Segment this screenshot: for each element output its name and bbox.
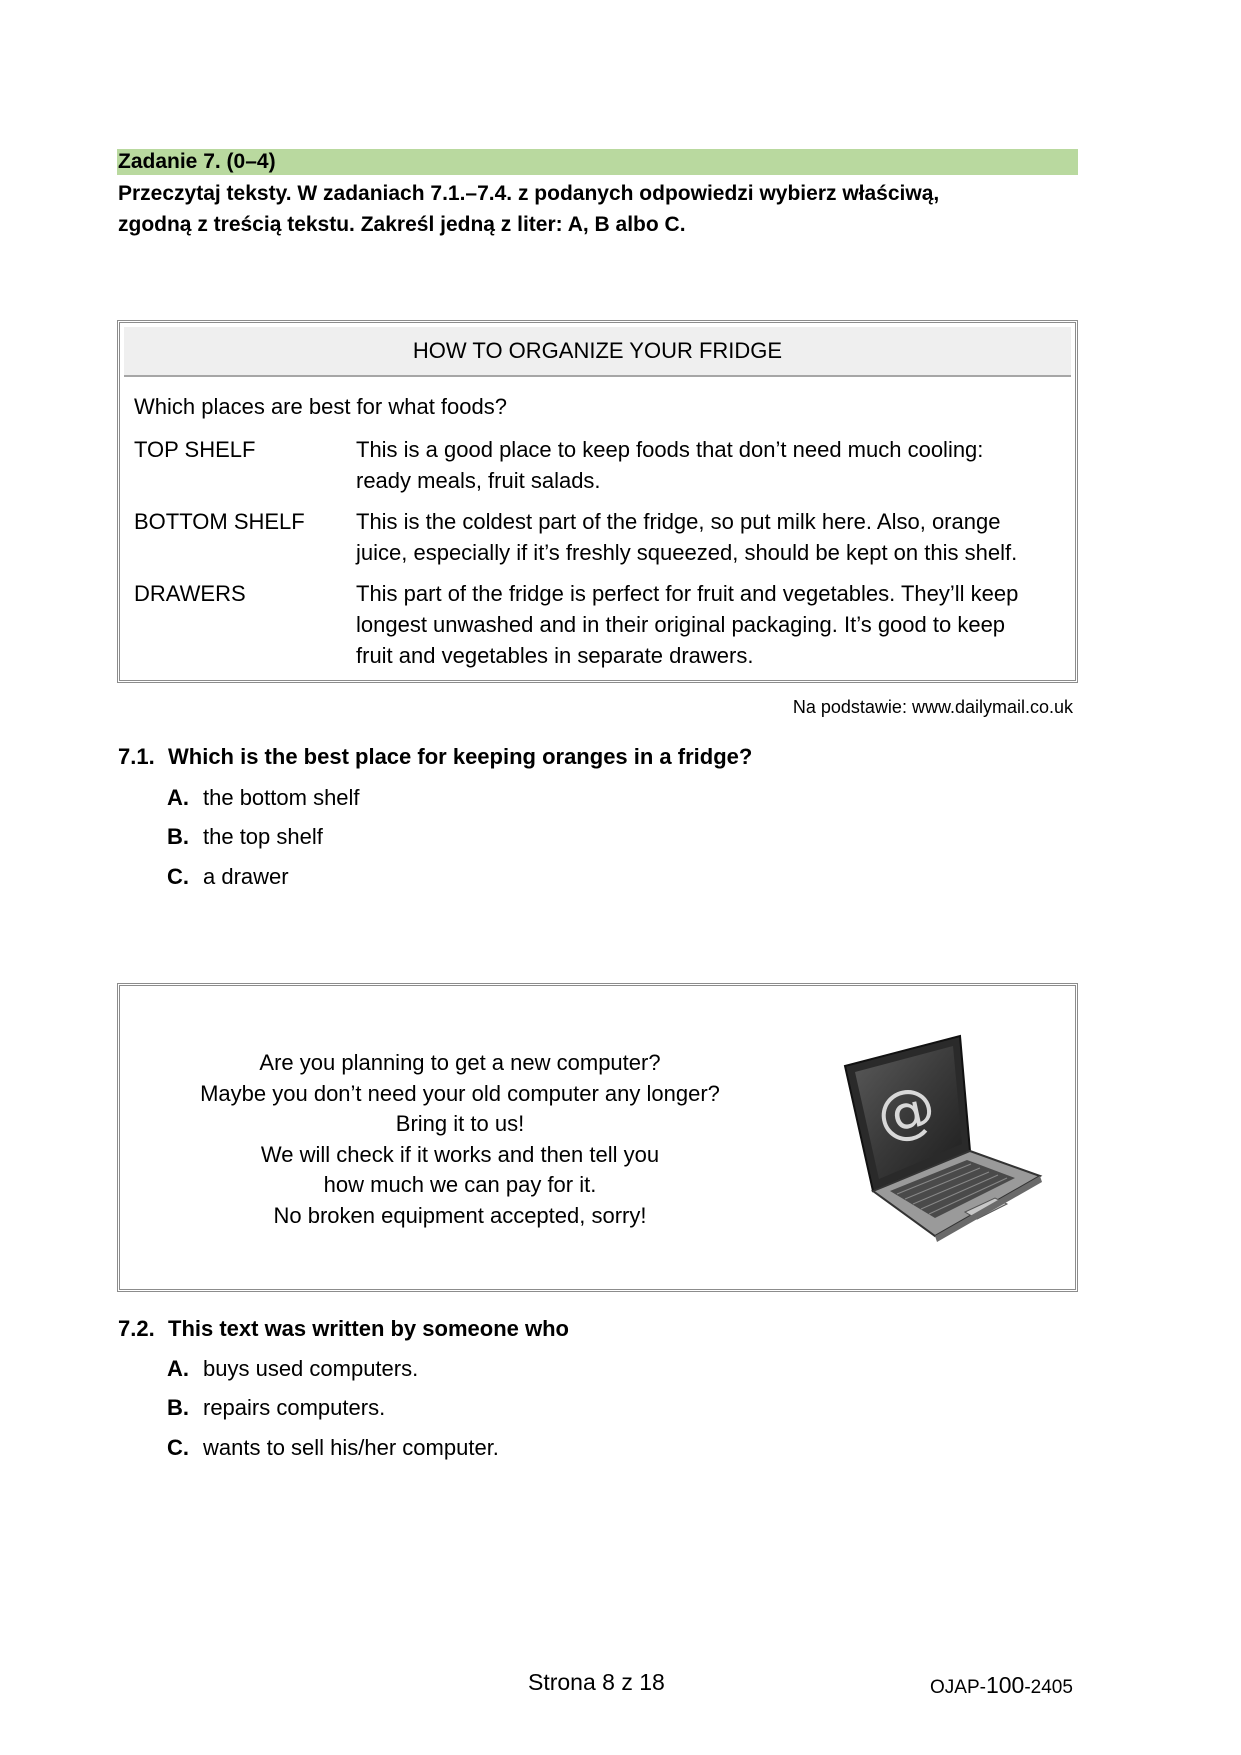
answer-option[interactable]: [167, 864, 289, 890]
option-letter: B.: [167, 1395, 189, 1420]
row-line: ready meals, fruit salads.: [356, 468, 601, 493]
fridge-row-drawers: [134, 578, 1065, 671]
option-text: the top shelf: [203, 824, 323, 849]
page-number: Strona 8 z 18: [528, 1669, 665, 1695]
option-text: wants to sell his/her computer.: [203, 1435, 499, 1460]
row-line: fruit and vegetables in separate drawers.: [356, 643, 754, 668]
row-line: This is a good place to keep foods that don’t need much cooling:: [356, 437, 984, 462]
source-note: Na podstawie: www.dailymail.co.uk: [792, 697, 1073, 717]
row-line: juice, especially if it’s freshly squeezed, should be kept on this shelf.: [356, 540, 1018, 565]
option-text: the bottom shelf: [203, 785, 360, 810]
at-symbol: @: [870, 1071, 942, 1151]
advert-line: No broken equipment accepted, sorry!: [273, 1202, 647, 1228]
advert-line: Are you planning to get a new computer?: [259, 1050, 661, 1075]
answer-option[interactable]: [167, 1356, 418, 1382]
option-letter: A.: [167, 785, 189, 810]
row-line: This part of the fridge is perfect for fruit and vegetables. They’ll keep: [356, 581, 1019, 606]
question-text: Which is the best place for keeping oranges in a fridge?: [168, 744, 753, 769]
option-text: a drawer: [203, 864, 289, 889]
fridge-intro: Which places are best for what foods?: [134, 394, 507, 419]
question-number: 7.2.: [118, 1316, 155, 1341]
option-letter: C.: [167, 1435, 189, 1460]
answer-option[interactable]: [167, 1395, 385, 1421]
row-label: BOTTOM SHELF: [134, 509, 305, 534]
instruction-line: Przeczytaj teksty. W zadaniach 7.1.–7.4. z podanych odpowiedzi wybierz właściwą,: [118, 182, 940, 205]
exam-code: [930, 1672, 1073, 1699]
task-title: Zadanie 7. (0–4): [117, 149, 1078, 175]
row-label: DRAWERS: [134, 581, 246, 606]
task-instruction: [118, 178, 1078, 240]
row-label: TOP SHELF: [134, 437, 256, 462]
code-suffix: -2405: [1024, 1677, 1073, 1698]
fridge-body: [134, 391, 1065, 671]
advert-line: Bring it to us!: [395, 1111, 525, 1136]
row-line: longest unwashed and in their original packaging. It’s good to keep: [356, 612, 1006, 637]
instruction-line: zgodną z treścią tekstu. Zakreśl jedną z liter: A, B albo C.: [118, 213, 686, 236]
fridge-heading: HOW TO ORGANIZE YOUR FRIDGE: [124, 327, 1071, 377]
answer-option[interactable]: [167, 1435, 499, 1461]
answer-option[interactable]: [167, 824, 323, 850]
question-7-2: [118, 1316, 569, 1342]
advert-line: Maybe you don’t need your old computer any longer?: [200, 1080, 720, 1106]
advert-line: We will check if it works and then tell you: [260, 1141, 660, 1167]
fridge-text-box: [117, 320, 1078, 683]
code-prefix: OJAP-: [930, 1677, 986, 1698]
option-letter: B.: [167, 824, 189, 849]
row-text: [356, 434, 1065, 496]
fridge-row-bottom-shelf: [134, 506, 1065, 568]
advert-text-box: [117, 983, 1078, 1292]
question-number: 7.1.: [118, 744, 155, 769]
option-letter: A.: [167, 1356, 189, 1381]
option-text: repairs computers.: [203, 1395, 386, 1420]
fridge-row-top-shelf: [134, 434, 1065, 496]
option-text: buys used computers.: [203, 1356, 419, 1381]
code-mid: 100: [985, 1672, 1025, 1698]
answer-option[interactable]: [167, 785, 360, 811]
advert-text: [180, 1048, 740, 1231]
row-text: [356, 578, 1065, 671]
advert-line: how much we can pay for it.: [323, 1172, 597, 1197]
question-text: This text was written by someone who: [168, 1316, 569, 1341]
option-letter: C.: [167, 864, 189, 889]
row-text: [356, 506, 1065, 568]
laptop-icon: [835, 1026, 1055, 1246]
row-line: This is the coldest part of the fridge, so put milk here. Also, orange: [356, 509, 1001, 534]
question-7-1: [118, 744, 752, 770]
